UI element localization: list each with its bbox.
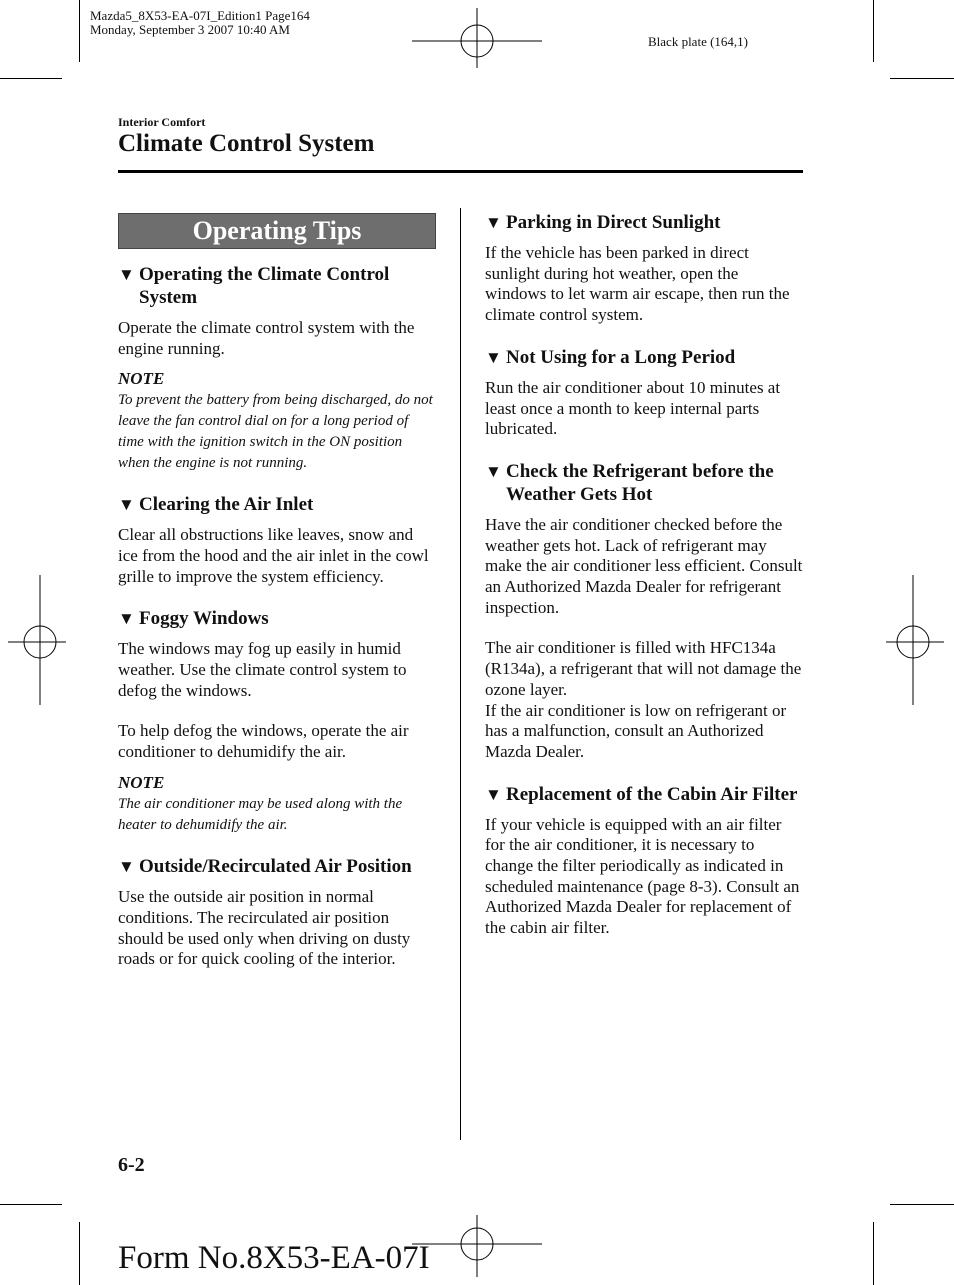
paragraph: Run the air conditioner about 10 minutes at least once a month to keep internal parts lubricated. bbox=[485, 377, 781, 439]
paragraph: Have the air conditioner checked before the weather gets hot. Lack of refrigerant may make the air conditioner less efficient. Consult an Authorized Mazda Dealer for refrigerant inspection. bbox=[485, 514, 803, 617]
paragraph: The windows may fog up easily in humid weather. Use the climate control system to defog the windows. bbox=[118, 639, 407, 700]
triangle-down-icon: ▼ bbox=[118, 609, 135, 629]
paragraph: The air conditioner is filled with HFC134a (R134a), a refrigerant that will not damage the ozone layer. bbox=[485, 638, 802, 699]
paragraph: If the vehicle has been parked in direct sunlight during hot weather, open the windows to let warm air escape, then run the climate control system. bbox=[485, 243, 790, 325]
crop-mark bbox=[873, 0, 874, 62]
section-label: Interior Comfort bbox=[118, 115, 206, 129]
triangle-down-icon: ▼ bbox=[485, 213, 502, 232]
paragraph: Operate the climate control system with the engine running. bbox=[118, 318, 415, 358]
subheading-text: Operating the Climate Control System bbox=[139, 264, 390, 308]
registration-mark-icon bbox=[8, 575, 66, 705]
column-divider bbox=[460, 208, 461, 1140]
note-label: NOTE bbox=[118, 369, 165, 389]
subheading bbox=[118, 493, 436, 516]
subheading bbox=[485, 783, 803, 806]
file-info-line: Monday, September 3 2007 10:40 AM bbox=[90, 22, 290, 37]
form-number: Form No.8X53-EA-07I bbox=[118, 1240, 430, 1276]
subheading bbox=[118, 263, 436, 309]
subheading-text: Replacement of the Cabin Air Filter bbox=[506, 783, 798, 805]
subheading bbox=[485, 211, 803, 234]
note-text: To prevent the battery from being discharged, do not leave the fan control dial on for a long period of time with the ignition switch in the ON position when the engine is not running. bbox=[118, 392, 433, 471]
subheading-text: Outside/Recirculated Air Position bbox=[139, 856, 412, 878]
operating-tips-banner: Operating Tips bbox=[118, 213, 436, 249]
registration-mark-icon bbox=[412, 1215, 542, 1277]
triangle-down-icon: ▼ bbox=[485, 784, 502, 804]
crop-mark bbox=[873, 1222, 874, 1285]
paragraph: To help defog the windows, operate the air conditioner to dehumidify the air. bbox=[118, 721, 409, 762]
plate-info: Black plate (164,1) bbox=[648, 34, 748, 49]
subheading-text: Parking in Direct Sunlight bbox=[506, 212, 721, 233]
subheading bbox=[485, 460, 803, 506]
file-info bbox=[90, 9, 310, 37]
triangle-down-icon: ▼ bbox=[485, 347, 502, 367]
file-info-line: Mazda5_8X53-EA-07I_Edition1 Page164 bbox=[90, 8, 310, 23]
paragraph: Use the outside air position in normal conditions. The recirculated air position should be used only when driving on dusty roads or for quick cooling of the interior. bbox=[118, 887, 411, 969]
subheading bbox=[485, 346, 803, 369]
page-title: Climate Control System bbox=[118, 130, 375, 157]
triangle-down-icon: ▼ bbox=[118, 265, 135, 284]
crop-mark bbox=[0, 1204, 62, 1205]
triangle-down-icon: ▼ bbox=[118, 495, 135, 515]
crop-mark bbox=[79, 0, 80, 62]
subheading-text: Not Using for a Long Period bbox=[506, 346, 736, 368]
paragraph: If the air conditioner is low on refrigerant or has a malfunction, consult an Authorized Mazda Dealer. bbox=[485, 700, 787, 761]
left-column bbox=[118, 213, 436, 970]
paragraph: If your vehicle is equipped with an air filter for the air conditioner, it is necessary to change the filter periodically as indicated in scheduled maintenance (page 8-3). Consult an Authorized Mazda Dealer for replacement of the cabin air filter. bbox=[485, 814, 800, 938]
right-column bbox=[485, 211, 803, 939]
crop-mark bbox=[890, 1204, 954, 1205]
note-text: The air conditioner may be used along with the heater to dehumidify the air. bbox=[118, 795, 403, 833]
subheading-text: Clearing the Air Inlet bbox=[139, 494, 314, 516]
crop-mark bbox=[890, 78, 954, 79]
subheading-text: Foggy Windows bbox=[139, 608, 269, 630]
subheading-text: Check the Refrigerant before the Weather Gets Hot bbox=[506, 460, 774, 505]
registration-mark-icon bbox=[886, 575, 944, 705]
paragraph: Clear all obstructions like leaves, snow and ice from the hood and the air inlet in the cowl grille to improve the system efficiency. bbox=[118, 525, 429, 586]
triangle-down-icon: ▼ bbox=[485, 461, 502, 481]
subheading bbox=[118, 855, 436, 878]
subheading bbox=[118, 607, 436, 630]
page-number: 6-2 bbox=[118, 1154, 145, 1176]
crop-mark bbox=[0, 78, 62, 79]
registration-mark-icon bbox=[412, 8, 542, 68]
note-label: NOTE bbox=[118, 772, 165, 792]
crop-mark bbox=[79, 1222, 80, 1285]
triangle-down-icon: ▼ bbox=[118, 857, 135, 877]
title-rule bbox=[118, 170, 803, 173]
